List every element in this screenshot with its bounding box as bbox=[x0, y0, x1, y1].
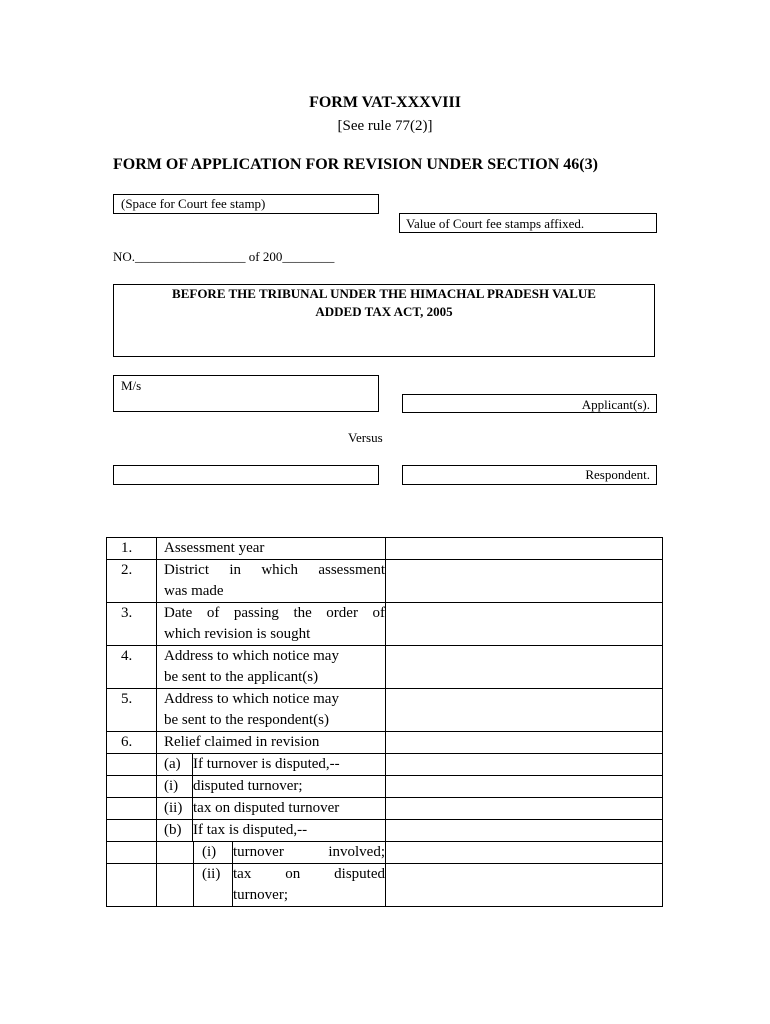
row-number: 5. bbox=[107, 689, 157, 732]
indent-cell bbox=[157, 864, 194, 906]
ms-label: M/s bbox=[121, 378, 142, 393]
sub-row bbox=[157, 820, 386, 842]
row-number-empty bbox=[107, 820, 157, 842]
sub-text: turnover involved; bbox=[233, 844, 385, 860]
row-label: Assessment year bbox=[157, 538, 386, 560]
form-heading: FORM OF APPLICATION FOR REVISION UNDER SECTION 46(3) bbox=[113, 156, 598, 173]
applicant-field[interactable] bbox=[402, 394, 657, 413]
row-number: 3. bbox=[107, 603, 157, 646]
table-row bbox=[107, 798, 663, 820]
sub-text: If turnover is disputed,-- bbox=[193, 756, 340, 772]
tax-on-disputed-turnover-value[interactable] bbox=[386, 864, 663, 907]
row-number-empty bbox=[107, 864, 157, 907]
application-number-line: NO._________________ of 200________ bbox=[113, 249, 335, 264]
applicant-address-value[interactable] bbox=[386, 646, 663, 689]
row-label-line: Address to which notice may bbox=[164, 691, 339, 707]
respondent-field[interactable] bbox=[402, 465, 657, 485]
sub-text-line: turnover; bbox=[233, 887, 288, 903]
row-label-line: be sent to the applicant(s) bbox=[164, 669, 319, 685]
row-number-empty bbox=[107, 842, 157, 864]
court-fee-value-field[interactable] bbox=[399, 213, 657, 233]
row-label-line: which revision is sought bbox=[164, 626, 311, 642]
sub-label: (ii) bbox=[157, 798, 193, 819]
row-label-line: was made bbox=[164, 583, 224, 599]
sub-text bbox=[233, 864, 386, 906]
table-row bbox=[107, 689, 663, 732]
row-number-empty bbox=[107, 798, 157, 820]
table-row bbox=[107, 864, 663, 907]
court-fee-stamp-label: (Space for Court fee stamp) bbox=[121, 196, 266, 211]
tax-disputed-value[interactable] bbox=[386, 820, 663, 842]
rule-reference: [See rule 77(2)] bbox=[337, 118, 433, 134]
sub-label: (b) bbox=[157, 820, 193, 841]
applicant-label: Applicant(s). bbox=[581, 397, 650, 412]
row-label bbox=[157, 560, 386, 603]
indent-cell bbox=[157, 842, 194, 863]
tribunal-line-2: ADDED TAX ACT, 2005 bbox=[315, 304, 453, 319]
table-row bbox=[107, 646, 663, 689]
turnover-involved-value[interactable] bbox=[386, 842, 663, 864]
row-label-line: be sent to the respondent(s) bbox=[164, 712, 329, 728]
applicant-name-field[interactable] bbox=[113, 375, 379, 412]
table-row bbox=[107, 603, 663, 646]
respondent-label: Respondent. bbox=[585, 467, 650, 482]
tribunal-line-1: BEFORE THE TRIBUNAL UNDER THE HIMACHAL PRADESH VALUE bbox=[172, 286, 596, 301]
row-number-empty bbox=[107, 776, 157, 798]
tribunal-box bbox=[113, 284, 655, 357]
district-value[interactable] bbox=[386, 560, 663, 603]
sub-label: (i) bbox=[194, 842, 233, 863]
row-label bbox=[157, 646, 386, 689]
row-number: 2. bbox=[107, 560, 157, 603]
sub-row bbox=[157, 842, 386, 864]
table-row bbox=[107, 538, 663, 560]
order-date-value[interactable] bbox=[386, 603, 663, 646]
court-fee-value-label: Value of Court fee stamps affixed. bbox=[406, 216, 585, 231]
table-row bbox=[107, 732, 663, 754]
row-label-line: District in which assessment bbox=[164, 562, 385, 578]
table-row bbox=[107, 776, 663, 798]
table-row bbox=[107, 842, 663, 864]
sub-row bbox=[157, 798, 386, 820]
relief-value[interactable] bbox=[386, 732, 663, 754]
sub-text: disputed turnover; bbox=[193, 778, 303, 794]
sub-row bbox=[157, 754, 386, 776]
sub-label: (i) bbox=[157, 776, 193, 797]
table-row bbox=[107, 820, 663, 842]
sub-label: (ii) bbox=[194, 864, 233, 906]
sub-label: (a) bbox=[157, 754, 193, 775]
sub-text: tax on disputed turnover bbox=[193, 800, 340, 816]
respondent-address-value[interactable] bbox=[386, 689, 663, 732]
particulars-table bbox=[106, 537, 663, 907]
row-label bbox=[157, 603, 386, 646]
sub-row bbox=[157, 864, 386, 907]
row-number: 1. bbox=[107, 538, 157, 560]
row-label: Relief claimed in revision bbox=[157, 732, 386, 754]
table-row bbox=[107, 754, 663, 776]
turnover-disputed-value[interactable] bbox=[386, 754, 663, 776]
table-row bbox=[107, 560, 663, 603]
row-number: 4. bbox=[107, 646, 157, 689]
sub-text-line: tax on disputed bbox=[233, 866, 385, 882]
row-label-line: Date of passing the order of bbox=[164, 605, 385, 621]
respondent-name-field[interactable] bbox=[113, 465, 379, 485]
row-label bbox=[157, 689, 386, 732]
form-number: FORM VAT-XXXVIII bbox=[309, 94, 461, 111]
court-fee-stamp-space[interactable] bbox=[113, 194, 379, 214]
row-number-empty bbox=[107, 754, 157, 776]
row-label-line: Address to which notice may bbox=[164, 648, 339, 664]
versus-label: Versus bbox=[348, 430, 383, 445]
tax-disputed-turnover-value[interactable] bbox=[386, 798, 663, 820]
sub-row bbox=[157, 776, 386, 798]
disputed-turnover-value[interactable] bbox=[386, 776, 663, 798]
sub-text: If tax is disputed,-- bbox=[193, 822, 308, 838]
row-number: 6. bbox=[107, 732, 157, 754]
assessment-year-value[interactable] bbox=[386, 538, 663, 560]
